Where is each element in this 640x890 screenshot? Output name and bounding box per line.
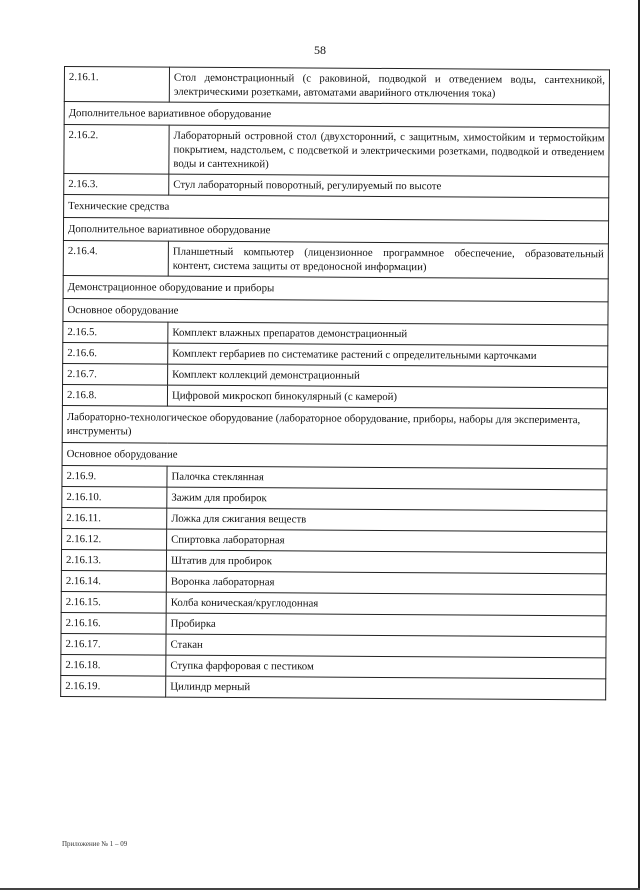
table-row: [64, 125, 609, 177]
item-description: Ступка фарфоровая с пестиком: [166, 655, 606, 679]
item-description: Комплект коллекций демонстрационный: [168, 364, 608, 388]
item-description: Цифровой микроскоп бинокулярный (с камерой): [167, 385, 607, 409]
section-header-row: [64, 195, 609, 221]
section-header: Дополнительное вариативное оборудование: [64, 102, 609, 128]
item-number: 2.16.1.: [64, 67, 169, 103]
item-description: Стол демонстрационный (с раковиной, подводкой и отведением воды, сантехникой, электрическими розетками, автоматами аварийного отключения тока): [169, 67, 609, 105]
item-number: 2.16.15.: [61, 591, 166, 613]
item-number: 2.16.4.: [63, 240, 168, 276]
item-description: Стул лабораторный поворотный, регулируемый по высоте: [169, 174, 609, 198]
item-description: Воронка лабораторная: [166, 571, 606, 595]
item-description: Колба коническая/круглодонная: [166, 592, 606, 616]
item-description: Лабораторный островной стол (двухсторонний, с защитным, химостойким и термостойким покрытием, надстольем, с подсветкой и электрическими розетками, подводкой и отведением воды и сантехникой): [169, 125, 609, 177]
item-number: 2.16.5.: [63, 321, 168, 343]
item-description: Спиртовка лабораторная: [167, 529, 607, 553]
section-header: Лабораторно-технологическое оборудование (лабораторное оборудование, приборы, наборы для эксперимента, инструменты): [62, 405, 607, 445]
page-footer: Приложение № 1 – 09: [62, 840, 128, 848]
item-number: 2.16.14.: [61, 570, 166, 592]
item-number: 2.16.13.: [61, 549, 166, 571]
section-header: Основное оборудование: [62, 442, 607, 468]
table-row: [61, 675, 606, 699]
page-number: 58: [314, 43, 326, 57]
equipment-table-body: [61, 67, 610, 700]
item-number: 2.16.3.: [64, 174, 169, 196]
item-number: 2.16.6.: [63, 342, 168, 364]
item-description: Цилиндр мерный: [166, 676, 606, 700]
item-description: Комплект гербариев по систематике растений с определительными карточками: [168, 343, 608, 367]
section-header-row: [63, 298, 608, 324]
section-header-row: [62, 442, 607, 468]
item-number: 2.16.16.: [61, 612, 166, 634]
item-number: 2.16.19.: [61, 675, 166, 697]
section-header: Технические средства: [64, 195, 609, 221]
section-header-row: [64, 102, 609, 128]
section-header: Основное оборудование: [63, 298, 608, 324]
item-description: Планшетный компьютер (лицензионное программное обеспечение, образовательный контент, система защиты от вредоносной информации): [168, 241, 608, 279]
equipment-table: [60, 66, 610, 700]
item-number: 2.16.12.: [62, 528, 167, 550]
item-number: 2.16.8.: [62, 384, 167, 406]
table-row: [63, 240, 608, 278]
section-header-row: [62, 405, 607, 445]
item-description: Ложка для сжигания веществ: [167, 508, 607, 532]
item-description: Зажим для пробирок: [167, 487, 607, 511]
item-number: 2.16.2.: [64, 125, 169, 175]
section-header-row: [63, 218, 608, 244]
item-description: Комплект влажных препаратов демонстрационный: [168, 322, 608, 346]
section-header: Демонстрационное оборудование и приборы: [63, 275, 608, 301]
item-description: Палочка стеклянная: [167, 466, 607, 490]
item-description: Пробирка: [166, 613, 606, 637]
section-header-row: [63, 275, 608, 301]
item-number: 2.16.11.: [62, 507, 167, 529]
item-number: 2.16.10.: [62, 486, 167, 508]
item-number: 2.16.18.: [61, 654, 166, 676]
item-number: 2.16.7.: [63, 363, 168, 385]
item-number: 2.16.17.: [61, 633, 166, 655]
item-description: Штатив для пробирок: [166, 550, 606, 574]
table-row: [64, 67, 609, 105]
section-header: Дополнительное вариативное оборудование: [63, 218, 608, 244]
item-description: Стакан: [166, 634, 606, 658]
item-number: 2.16.9.: [62, 465, 167, 487]
